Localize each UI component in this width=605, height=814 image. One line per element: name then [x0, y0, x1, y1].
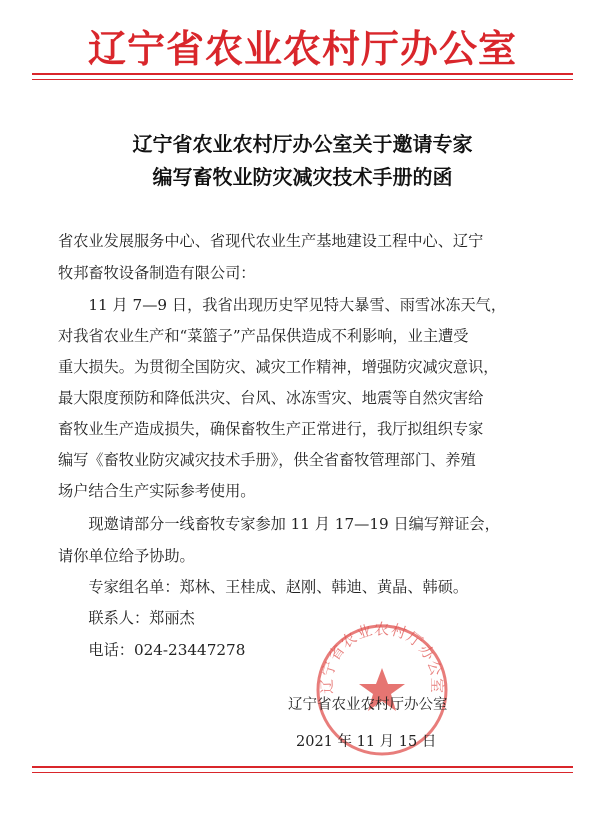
phone-line: 电话：024-23447278 [58, 641, 246, 659]
body-line: 畜牧业生产造成损失，确保畜牧生产正常进行，我厅拟组织专家 [58, 420, 484, 438]
body-line: 重大损失。为贯彻全国防灾、减灾工作精神，增强防灾减灾意识， [58, 358, 499, 376]
body-line: 11 月 7—9 日，我省出现历史罕见特大暴雪、雨雪冰冻天气， [58, 296, 507, 314]
document-title-line-1: 辽宁省农业农村厅办公室关于邀请专家 [132, 132, 473, 156]
body-line: 对我省农业生产和“菜篮子”产品保供造成不利影响，业主遭受 [58, 327, 469, 345]
body-line: 编写《畜牧业防灾减灾技术手册》，供全省畜牧管理部门、养殖 [58, 451, 476, 469]
letterhead-rule-top-thin [32, 79, 573, 80]
body-line: 场户结合生产实际参考使用。 [58, 482, 256, 500]
signature-org: 辽宁省农业农村厅办公室 [288, 697, 448, 713]
signature-date: 2021 年 11 月 15 日 [296, 734, 437, 750]
document-title-line-2: 编写畜牧业防灾减灾技术手册的函 [152, 165, 453, 189]
footer-rule-thin [32, 772, 573, 773]
body-line: 专家组名单：郑林、王桂成、赵刚、韩迪、黄晶、韩硕。 [58, 578, 469, 596]
body-line: 最大限度预防和降低洪灾、台风、冰冻雪灾、地震等自然灾害给 [58, 389, 484, 407]
letterhead-title: 辽宁省农业农村厅办公室 [87, 26, 517, 71]
body-line: 请你单位给予协助。 [58, 547, 195, 565]
seal-text: 辽宁省农业农村厅办公室 [317, 620, 447, 695]
body-line: 省农业发展服务中心、省现代农业生产基地建设工程中心、辽宁 [58, 232, 484, 250]
body-line: 牧邦畜牧设备制造有限公司： [58, 264, 256, 282]
footer-rule [32, 766, 573, 768]
letterhead-rule-top [32, 73, 573, 75]
body-line: 现邀请部分一线畜牧专家参加 11 月 17—19 日编写辩证会， [58, 515, 500, 533]
contact-line: 联系人：郑丽杰 [58, 609, 195, 627]
